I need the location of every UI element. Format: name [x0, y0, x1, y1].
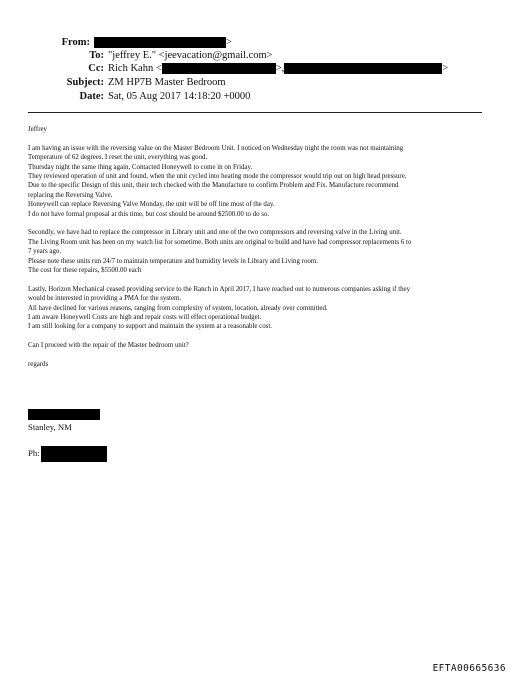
to-value: "jeffrey E." <jeevacation@gmail.com> [108, 50, 273, 61]
date-value: Sat, 05 Aug 2017 14:18:20 +0000 [108, 91, 251, 102]
cc-value [108, 62, 448, 75]
body-line: would be interested in providing a PMA for the system. [28, 295, 182, 303]
paragraph-1 [28, 144, 490, 219]
body-line: replacing the Reversing Valve. [28, 191, 113, 199]
signature-phone [28, 446, 107, 462]
paragraph-2 [28, 228, 490, 275]
from-tail: > [226, 37, 232, 48]
cc-prefix: Rich Kahn < [108, 63, 162, 74]
body-line: I am aware Honeywell Costs are high and repair costs will effect operational budget. [28, 314, 262, 322]
date-label: Date: [79, 91, 104, 102]
body-line: Please note these units run 24/7 to maintain temperature and humidity levels in Library and Living room. [28, 257, 318, 265]
body-line: All have declined for various reasons, ranging from complexity of system, location, already over committed. [28, 304, 328, 312]
signature-name-redaction [28, 409, 100, 420]
paragraph-3 [28, 285, 490, 332]
salutation: Jeffrey [28, 126, 48, 133]
body-line: I do not have formal proposal at this time, but cost should be around $2500.00 to do so. [28, 210, 270, 218]
redaction-box [284, 63, 442, 74]
body-line: Temperature of 62 degrees. I reset the unit, everything was good. [28, 154, 208, 162]
body-line: Secondly, we have had to replace the compressor in Library unit and one of the two compressors and reversing valve in the Living unit. [28, 229, 402, 237]
email-body [28, 125, 490, 369]
body-line: They reviewed operation of unit and found, when the unit cycled into heating mode the compressor would trip out on high head pressure. [28, 173, 407, 181]
body-line: Due to the specific Design of this unit, their tech checked with the Manufacture to confirm Problem and Fix. Manufacture recommend [28, 182, 399, 190]
question-line: Can I proceed with the repair of the Master bedroom unit? [28, 342, 189, 350]
body-line: The cost for these repairs, $5500.00 each [28, 267, 142, 275]
subject-value: ZM HP7B Master Bedroom [108, 77, 226, 88]
body-line: Thursday night the same thing again, Contacted Honeywell to come in on Friday. [28, 163, 253, 171]
header-divider [28, 112, 482, 113]
to-label: To: [89, 50, 104, 61]
body-line: 7 years ago. [28, 248, 62, 256]
subject-label: Subject: [66, 77, 104, 88]
phone-redaction [41, 446, 107, 462]
body-line: I am having an issue with the reversing value on the Master Bedroom Unit. I noticed on Wednesday night the room was not maintaining [28, 144, 404, 152]
redaction-box [162, 63, 276, 74]
signature-location: Stanley, NM [28, 422, 72, 432]
body-line: I am still looking for a company to support and maintain the system at a reasonable cost. [28, 323, 272, 331]
redaction-box [94, 37, 226, 48]
phone-label: Ph: [28, 448, 40, 458]
body-line: Lastly, Horizon Mechanical ceased providing service to the Ranch in April 2017, I have reached out to numerous companies asking if they [28, 285, 411, 293]
cc-tail: > [442, 63, 449, 74]
closing-line: regards [28, 361, 49, 369]
cc-label: Cc: [88, 63, 104, 74]
from-label: From: [61, 37, 90, 48]
document-id: EFTA00665636 [432, 663, 506, 674]
body-line: Honeywell can replace Reversing Valve Monday, the unit will be off line most of the day. [28, 201, 275, 209]
from-value [94, 36, 232, 49]
body-line: The Living Room unit has been on my watch list for sometime. Both units are original to build and have had compressor replacements 6 to [28, 238, 412, 246]
cc-mid: >, [275, 63, 285, 74]
